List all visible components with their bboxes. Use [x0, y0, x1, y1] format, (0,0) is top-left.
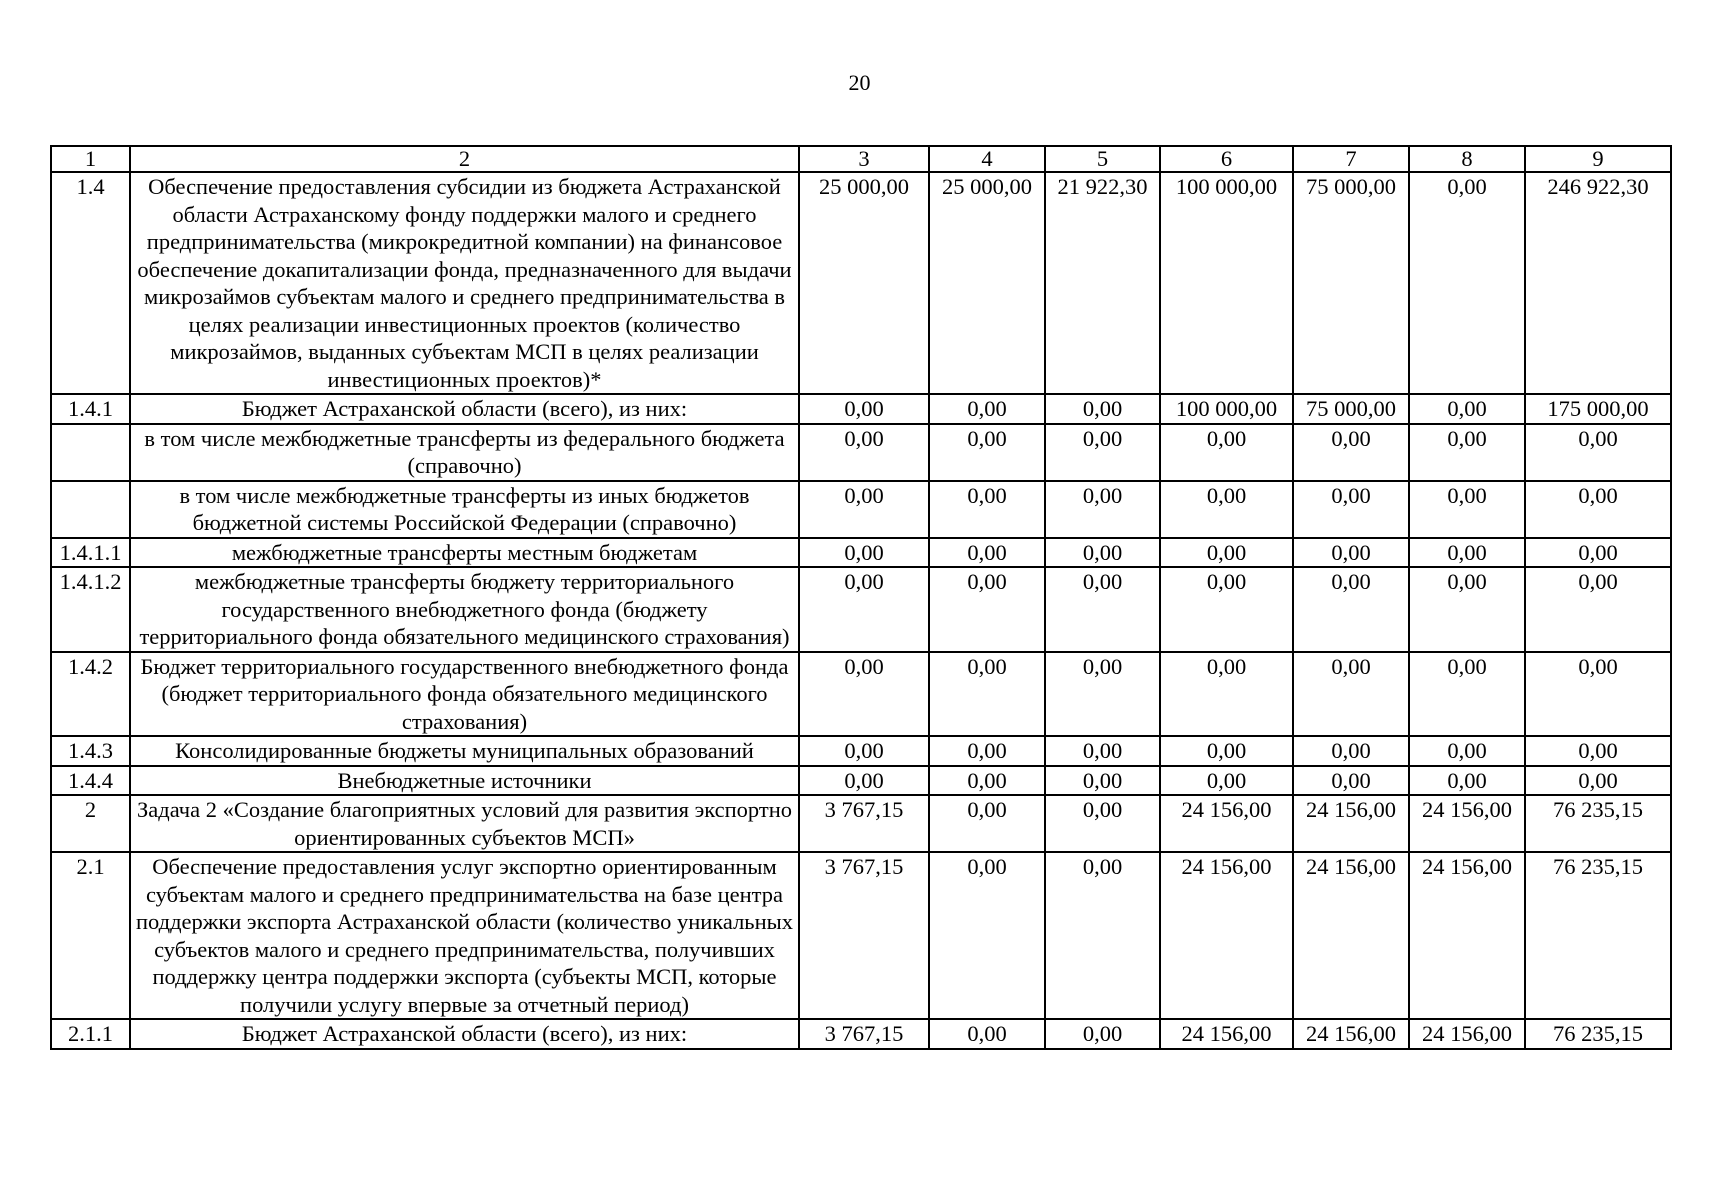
table-row — [51, 1019, 1671, 1049]
value-cell: 0,00 — [1293, 481, 1409, 538]
value-cell: 25 000,00 — [929, 172, 1045, 394]
row-name: Бюджет территориального государственного внебюджетного фонда (бюджет территориального фонда обязательного медицинского страхования) — [130, 652, 799, 737]
value-cell: 0,00 — [1160, 736, 1293, 766]
value-cell: 0,00 — [1045, 736, 1160, 766]
value-cell: 0,00 — [1293, 736, 1409, 766]
value-cell: 0,00 — [799, 481, 929, 538]
value-cell: 0,00 — [1409, 394, 1525, 424]
value-cell: 75 000,00 — [1293, 172, 1409, 394]
value-cell: 0,00 — [1293, 424, 1409, 481]
value-cell: 0,00 — [1045, 538, 1160, 568]
value-cell: 0,00 — [1045, 795, 1160, 852]
table-row — [51, 795, 1671, 852]
header-cell: 3 — [799, 146, 929, 172]
header-cell: 7 — [1293, 146, 1409, 172]
row-name: в том числе межбюджетные трансферты из федерального бюджета (справочно) — [130, 424, 799, 481]
value-cell: 0,00 — [929, 424, 1045, 481]
value-cell: 21 922,30 — [1045, 172, 1160, 394]
value-cell: 76 235,15 — [1525, 795, 1671, 852]
value-cell: 0,00 — [1409, 538, 1525, 568]
value-cell: 0,00 — [1160, 424, 1293, 481]
table-row — [51, 394, 1671, 424]
value-cell: 3 767,15 — [799, 1019, 929, 1049]
value-cell: 0,00 — [929, 567, 1045, 652]
row-code: 1.4 — [51, 172, 130, 394]
value-cell: 0,00 — [799, 424, 929, 481]
table-row — [51, 481, 1671, 538]
value-cell: 0,00 — [1045, 652, 1160, 737]
value-cell: 175 000,00 — [1525, 394, 1671, 424]
value-cell: 76 235,15 — [1525, 1019, 1671, 1049]
value-cell: 3 767,15 — [799, 795, 929, 852]
value-cell: 24 156,00 — [1160, 795, 1293, 852]
value-cell: 0,00 — [929, 1019, 1045, 1049]
value-cell: 100 000,00 — [1160, 172, 1293, 394]
value-cell: 0,00 — [1160, 481, 1293, 538]
row-code: 2 — [51, 795, 130, 852]
header-row — [51, 146, 1671, 172]
row-name: Бюджет Астраханской области (всего), из них: — [130, 1019, 799, 1049]
row-name: Бюджет Астраханской области (всего), из них: — [130, 394, 799, 424]
value-cell: 24 156,00 — [1409, 852, 1525, 1019]
header-cell: 5 — [1045, 146, 1160, 172]
value-cell: 0,00 — [1409, 652, 1525, 737]
row-code — [51, 424, 130, 481]
value-cell: 0,00 — [929, 736, 1045, 766]
value-cell: 0,00 — [1525, 736, 1671, 766]
value-cell: 0,00 — [1045, 1019, 1160, 1049]
value-cell: 0,00 — [1525, 481, 1671, 538]
row-code: 1.4.1 — [51, 394, 130, 424]
value-cell: 246 922,30 — [1525, 172, 1671, 394]
value-cell: 0,00 — [929, 852, 1045, 1019]
value-cell: 25 000,00 — [799, 172, 929, 394]
value-cell: 0,00 — [1160, 538, 1293, 568]
value-cell: 24 156,00 — [1409, 1019, 1525, 1049]
value-cell: 0,00 — [1293, 766, 1409, 796]
value-cell: 0,00 — [929, 481, 1045, 538]
header-cell: 1 — [51, 146, 130, 172]
table-row — [51, 736, 1671, 766]
table-row — [51, 538, 1671, 568]
value-cell: 0,00 — [1409, 736, 1525, 766]
header-cell: 6 — [1160, 146, 1293, 172]
value-cell: 0,00 — [1409, 424, 1525, 481]
header-cell: 2 — [130, 146, 799, 172]
value-cell: 24 156,00 — [1293, 852, 1409, 1019]
value-cell: 0,00 — [1045, 394, 1160, 424]
header-cell: 4 — [929, 146, 1045, 172]
page-number: 20 — [848, 70, 871, 95]
value-cell: 0,00 — [929, 795, 1045, 852]
value-cell: 0,00 — [799, 567, 929, 652]
value-cell: 24 156,00 — [1160, 1019, 1293, 1049]
value-cell: 0,00 — [799, 652, 929, 737]
value-cell: 0,00 — [1045, 481, 1160, 538]
value-cell: 0,00 — [799, 394, 929, 424]
value-cell: 24 156,00 — [1160, 852, 1293, 1019]
row-name: Обеспечение предоставления субсидии из бюджета Астраханской области Астраханскому фонду поддержки малого и среднего предпринимательства (микрокредитной компании) на финансовое обеспечение докапитализации фонда, предназначенного для выдачи микрозаймов субъектам малого и среднего предпринимательства в целях реализации инвестиционных проектов (количество микрозаймов, выданных субъектам МСП в целях реализации инвестиционных проектов)* — [130, 172, 799, 394]
row-name: Задача 2 «Создание благоприятных условий для развития экспортно ориентированных субъектов МСП» — [130, 795, 799, 852]
value-cell: 0,00 — [799, 736, 929, 766]
value-cell: 0,00 — [1409, 766, 1525, 796]
value-cell: 0,00 — [1293, 538, 1409, 568]
value-cell: 0,00 — [1293, 652, 1409, 737]
value-cell: 0,00 — [929, 394, 1045, 424]
row-code — [51, 481, 130, 538]
value-cell: 0,00 — [1045, 424, 1160, 481]
value-cell: 0,00 — [929, 538, 1045, 568]
row-code: 1.4.1.1 — [51, 538, 130, 568]
value-cell: 100 000,00 — [1160, 394, 1293, 424]
value-cell: 24 156,00 — [1293, 795, 1409, 852]
value-cell: 0,00 — [929, 766, 1045, 796]
value-cell: 0,00 — [1525, 538, 1671, 568]
value-cell: 76 235,15 — [1525, 852, 1671, 1019]
value-cell: 0,00 — [1045, 766, 1160, 796]
value-cell: 0,00 — [1409, 172, 1525, 394]
value-cell: 0,00 — [1160, 652, 1293, 737]
value-cell: 0,00 — [1045, 852, 1160, 1019]
value-cell: 0,00 — [1409, 567, 1525, 652]
value-cell: 24 156,00 — [1409, 795, 1525, 852]
header-cell: 8 — [1409, 146, 1525, 172]
row-code: 2.1.1 — [51, 1019, 130, 1049]
value-cell: 0,00 — [929, 652, 1045, 737]
value-cell: 0,00 — [1160, 766, 1293, 796]
table-row — [51, 567, 1671, 652]
value-cell: 0,00 — [1525, 766, 1671, 796]
row-name: Обеспечение предоставления услуг экспортно ориентированным субъектам малого и среднего предпринимательства на базе центра поддержки экспорта Астраханской области (количество уникальных субъектов малого и среднего предпринимательства, получивших поддержку центра поддержки экспорта (субъекты МСП, которые получили услугу впервые за отчетный период) — [130, 852, 799, 1019]
row-name: межбюджетные трансферты бюджету территориального государственного внебюджетного фонда (бюджету территориального фонда обязательного медицинского страхования) — [130, 567, 799, 652]
row-code: 1.4.2 — [51, 652, 130, 737]
row-code: 1.4.1.2 — [51, 567, 130, 652]
value-cell: 24 156,00 — [1293, 1019, 1409, 1049]
table-row — [51, 652, 1671, 737]
row-name: Внебюджетные источники — [130, 766, 799, 796]
table-row — [51, 852, 1671, 1019]
row-name: Консолидированные бюджеты муниципальных образований — [130, 736, 799, 766]
table-row — [51, 766, 1671, 796]
value-cell: 0,00 — [1160, 567, 1293, 652]
value-cell: 0,00 — [799, 766, 929, 796]
value-cell: 0,00 — [1045, 567, 1160, 652]
row-name: межбюджетные трансферты местным бюджетам — [130, 538, 799, 568]
row-name: в том числе межбюджетные трансферты из иных бюджетов бюджетной системы Российской Федерации (справочно) — [130, 481, 799, 538]
value-cell: 0,00 — [799, 538, 929, 568]
header-cell: 9 — [1525, 146, 1671, 172]
row-code: 2.1 — [51, 852, 130, 1019]
table-row — [51, 172, 1671, 394]
row-code: 1.4.4 — [51, 766, 130, 796]
value-cell: 3 767,15 — [799, 852, 929, 1019]
value-cell: 0,00 — [1525, 567, 1671, 652]
budget-table — [50, 145, 1672, 1050]
table-row — [51, 424, 1671, 481]
value-cell: 75 000,00 — [1293, 394, 1409, 424]
row-code: 1.4.3 — [51, 736, 130, 766]
value-cell: 0,00 — [1409, 481, 1525, 538]
value-cell: 0,00 — [1293, 567, 1409, 652]
value-cell: 0,00 — [1525, 652, 1671, 737]
value-cell: 0,00 — [1525, 424, 1671, 481]
